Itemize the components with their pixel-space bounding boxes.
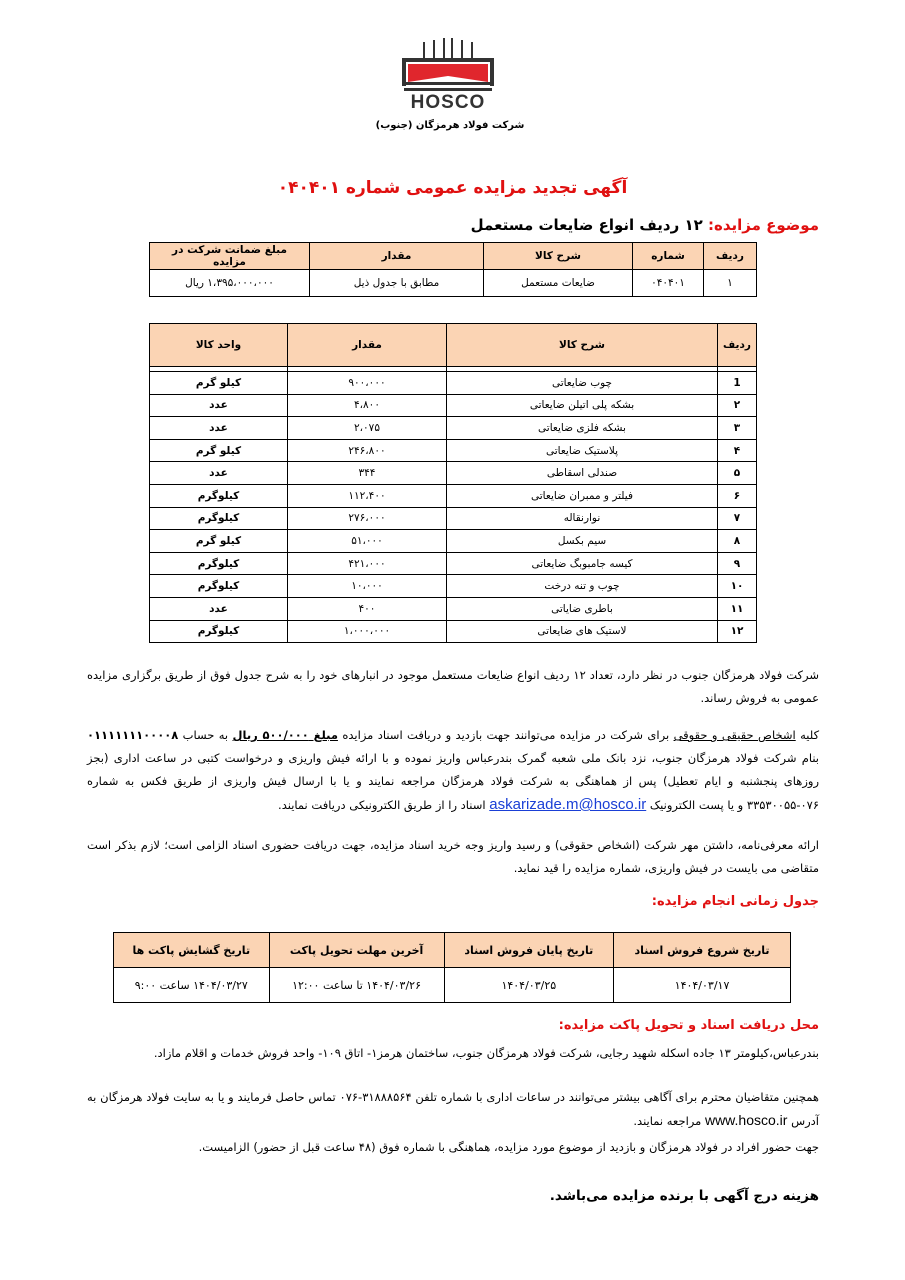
summary-table (149, 242, 757, 297)
table-cell: چوب ضایعاتی (447, 372, 718, 395)
table-row (150, 417, 757, 440)
table-cell: ۷ (718, 507, 757, 530)
table-cell: ۹ (718, 552, 757, 575)
table-cell: کیلو گرم (150, 372, 288, 395)
table-cell: ۱۰،۰۰۰ (288, 575, 447, 598)
contact-paragraph (87, 1086, 819, 1133)
table-row (150, 484, 757, 507)
table-cell: ۴۰۰ (288, 597, 447, 620)
table-row (150, 394, 757, 417)
text-span: کلیه (800, 728, 820, 742)
text-span: اسناد را از طریق الکترونیکی دریافت نمایند. (278, 798, 486, 812)
table-header: واحد کالا (150, 324, 288, 367)
items-table (149, 323, 757, 643)
table-cell: فیلتر و ممبران ضایعاتی (447, 484, 718, 507)
visit-note: جهت حضور افراد در فولاد هرمزگان و بازدید از موضوع مورد مزایده، هماهنگی با شماره فوق (۴۸ ساعت قبل از حضور) الزامیست. (198, 1140, 819, 1154)
table-cell: پلاستیک ضایعاتی (447, 439, 718, 462)
table-cell: ۵۱،۰۰۰ (288, 530, 447, 553)
account-number: ۰۱۱۱۱۱۱۱۰۰۰۰۸ (87, 728, 179, 742)
subject-label: موضوع مزایده: (708, 216, 819, 234)
table-cell: کیلو گرم (150, 530, 288, 553)
table-row (150, 530, 757, 553)
items-body (150, 367, 757, 643)
table-header: مقدار (288, 324, 447, 367)
table-cell: چوب و تنه درخت (447, 575, 718, 598)
auction-subject (471, 216, 819, 234)
company-name: شرکت فولاد هرمزگان (جنوب) (375, 120, 525, 131)
table-cell: ۱۴۰۴/۰۳/۲۶ تا ساعت ۱۲:۰۰ (269, 968, 444, 1003)
text-span: اشخاص حقیقی و حقوقی (673, 728, 796, 742)
table-cell: کیلو گرم (150, 439, 288, 462)
table-cell: ۴ (718, 439, 757, 462)
table-cell: ۸ (718, 530, 757, 553)
table-row (150, 462, 757, 485)
table-cell: ۰۴۰۴۰۱ (633, 270, 704, 297)
table-cell: ضایعات مستعمل (484, 270, 633, 297)
email-link[interactable]: askarizade.m@hosco.ir (489, 796, 647, 813)
table-header: تاریخ شروع فروش اسناد (614, 933, 791, 968)
table-header: شرح کالا (484, 243, 633, 270)
table-cell: ۲۷۶،۰۰۰ (288, 507, 447, 530)
website-link[interactable]: www.hosco.ir (704, 1112, 788, 1128)
table-cell: ۱۴۰۴/۰۳/۱۷ (614, 968, 791, 1003)
page-title: آگهی تجدید مزایده عمومی شماره ۰۴۰۴۰۱ (277, 178, 628, 198)
table-cell: ۴۲۱،۰۰۰ (288, 552, 447, 575)
table-cell: ۲،۰۷۵ (288, 417, 447, 440)
table-header: آخرین مهلت تحویل پاکت (269, 933, 444, 968)
schedule-heading: جدول زمانی انجام مزایده: (651, 894, 819, 909)
summary-row (150, 270, 757, 297)
table-cell: کیسه جامبوبگ ضایعاتی (447, 552, 718, 575)
table-cell: ۱۱۲،۴۰۰ (288, 484, 447, 507)
table-header: تاریخ پایان فروش اسناد (444, 933, 613, 968)
table-row (150, 575, 757, 598)
table-cell: کیلوگرم (150, 552, 288, 575)
table-cell: صندلی اسقاطی (447, 462, 718, 485)
table-cell: ۵ (718, 462, 757, 485)
schedule-table (113, 932, 791, 1003)
table-cell: 1 (718, 372, 757, 395)
table-cell: کیلوگرم (150, 620, 288, 643)
table-cell: ۱ (704, 270, 757, 297)
location-text: بندرعباس،کیلومتر ۱۳ جاده اسکله شهید رجایی، شرکت فولاد هرمزگان جنوب، ساختمان هرمز۱- اتاق ۱۰۹- واحد فروش خدمات و اقلام مازاد. (153, 1046, 819, 1060)
table-cell: عدد (150, 417, 288, 440)
table-cell: کیلوگرم (150, 507, 288, 530)
text-span: همچنین متقاضیان محترم برای آگاهی بیشتر می‌توانند در ساعات اداری با شماره تلفن ۳۱۸۸۸۵۶۴-۰۷۶ تماس حاصل فرمایند و یا به سایت فولاد هرمزگان به آدرس (87, 1090, 819, 1128)
table-cell: عدد (150, 597, 288, 620)
logo-wordmark: HOSCO (410, 92, 486, 113)
table-header: ردیف (718, 324, 757, 367)
conditions-paragraph (87, 724, 819, 817)
text-span: مراجعه نمایند. (633, 1114, 702, 1128)
table-cell: بشکه پلی اتیلن ضایعاتی (447, 394, 718, 417)
table-cell: ۲ (718, 394, 757, 417)
schedule-row (114, 968, 791, 1003)
table-row (150, 597, 757, 620)
table-cell: نوارنقاله (447, 507, 718, 530)
table-header: ردیف (704, 243, 757, 270)
table-cell: ۱۴۰۴/۰۳/۲۷ ساعت ۹:۰۰ (114, 968, 270, 1003)
table-cell: بشکه فلزی ضایعاتی (447, 417, 718, 440)
items-header-row (150, 324, 757, 367)
table-row (150, 372, 757, 395)
table-cell: ۴،۸۰۰ (288, 394, 447, 417)
requirements-paragraph: ارائه معرفی‌نامه، داشتن مهر شرکت (اشخاص حقوقی) و رسید واریز وجه خرید اسناد مزایده، جهت دریافت حضوری اسناد الزامی است؛ لازم بذکر است متقاضی می بایست در فیش واریزی، شماره مزایده را قید نماید. (87, 838, 819, 875)
schedule-header-row (114, 933, 791, 968)
text-span: برای شرکت در مزایده می‌توانند جهت بازدید و دریافت اسناد مزایده (342, 728, 670, 742)
table-cell: عدد (150, 394, 288, 417)
text-span: به حساب (182, 728, 229, 742)
table-row (150, 620, 757, 643)
table-header: مقدار (310, 243, 484, 270)
table-cell: ۳ (718, 417, 757, 440)
table-row (150, 507, 757, 530)
table-cell: باطری ضایاتی (447, 597, 718, 620)
table-cell: ۶ (718, 484, 757, 507)
table-cell: سیم بکسل (447, 530, 718, 553)
table-header: شرح کالا (447, 324, 718, 367)
table-header: تاریخ گشایش پاکت ها (114, 933, 270, 968)
footer-note: هزینه درج آگهی با برنده مزایده می‌باشد. (549, 1188, 819, 1204)
table-cell: عدد (150, 462, 288, 485)
table-header: مبلغ ضمانت شرکت در مزایده (150, 243, 310, 270)
table-cell: ۹۰۰،۰۰۰ (288, 372, 447, 395)
table-cell: کیلوگرم (150, 484, 288, 507)
table-cell: ۱۲ (718, 620, 757, 643)
fee-amount: مبلغ ۵۰۰/۰۰۰ ریال (232, 728, 338, 742)
location-heading: محل دریافت اسناد و تحویل پاکت مزایده: (558, 1018, 819, 1033)
table-cell: ۱۱ (718, 597, 757, 620)
table-cell: مطابق با جدول ذیل (310, 270, 484, 297)
table-cell: ۱،۳۹۵،۰۰۰،۰۰۰ ریال (150, 270, 310, 297)
table-row (150, 552, 757, 575)
summary-header-row (150, 243, 757, 270)
text-span: بنام شرکت فولاد هرمزگان جنوب، نزد بانک ملی شعبه گمرک بندرعباس واریز نموده و با ارائه فیش واریزی و درخواست کتبی در ساعت اداری (بجز روزهای پنجشنبه و ایام تعطیل) پس از هماهنگی به شرکت فولاد هرمزگان مراجعه نمایند و یا با ارسال فیش واریزی از طریق فکس به شماره ۰۷۶-۳۳۵۳۰۰۵۵ و یا پست الکترونیک (87, 751, 819, 812)
table-cell: ۱۰ (718, 575, 757, 598)
table-cell: کیلوگرم (150, 575, 288, 598)
intro-paragraph: شرکت فولاد هرمزگان جنوب در نظر دارد، تعداد ۱۲ ردیف انواع ضایعات مستعمل موجود در انبارهای خود را به شرح جدول فوق از طریق برگزاری مزایده عمومی به فروش رساند. (87, 668, 819, 705)
table-cell: ۳۴۴ (288, 462, 447, 485)
table-header: شماره (633, 243, 704, 270)
table-cell: ۱۴۰۴/۰۳/۲۵ (444, 968, 613, 1003)
table-cell: ۱،۰۰۰،۰۰۰ (288, 620, 447, 643)
table-cell: ۲۴۶،۸۰۰ (288, 439, 447, 462)
table-cell: لاستیک های ضایعاتی (447, 620, 718, 643)
table-row (150, 439, 757, 462)
subject-text: ۱۲ ردیف انواع ضایعات مستعمل (470, 216, 703, 234)
